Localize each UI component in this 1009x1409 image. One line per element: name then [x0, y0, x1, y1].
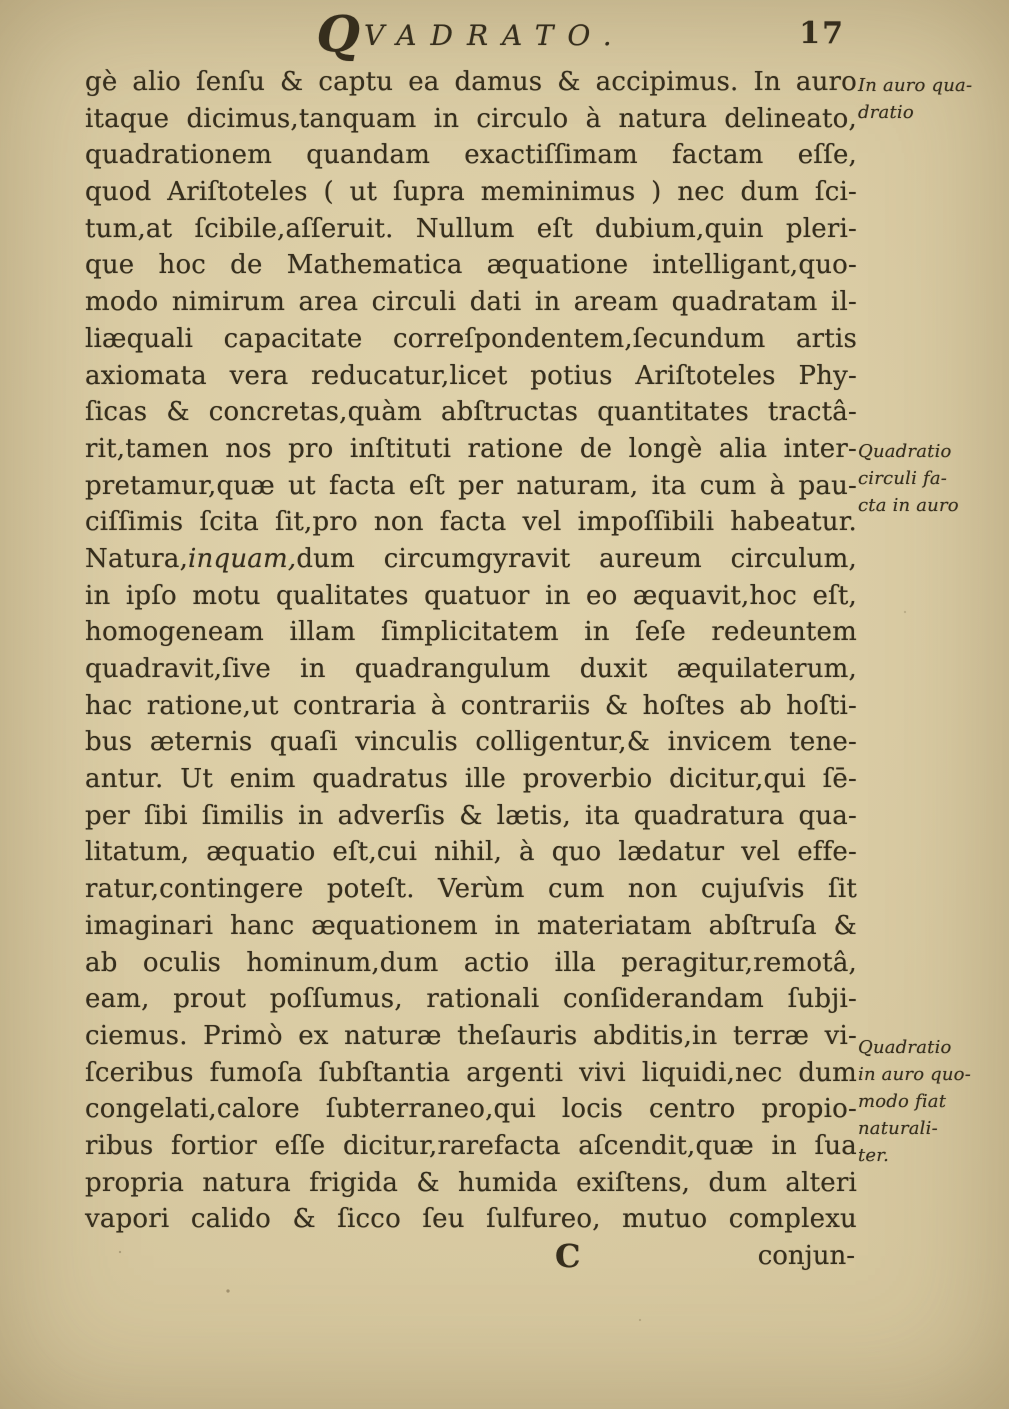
text-line: liæquali capacitate correſpondentem,ſecundum artis — [85, 323, 857, 354]
margin-note-quadratio-in-auro — [858, 1034, 1006, 1169]
body-text — [85, 64, 857, 1238]
text-line: eam, prout poſſumus, rationali conſiderandam ſubji- — [85, 984, 857, 1015]
margin-note-line: dratio — [858, 102, 914, 123]
page-title — [85, 4, 857, 63]
margin-note-in-auro-quadratio — [858, 72, 1006, 126]
text-line: hac ratione,ut contraria à contrariis & hoſtes ab hoſti- — [85, 690, 857, 721]
text-line: gè alio ſenſu & captu ea damus & accipimus. In auro — [85, 67, 857, 97]
text-line: ribus fortior eſſe dicitur,rarefacta aſcendit,quæ in ſua — [85, 1130, 857, 1161]
text-line: homogeneam illam ſimplicitatem in ſeſe redeuntem — [85, 617, 857, 648]
page-number: 17 — [799, 16, 845, 51]
text-line: litatum, æquatio eſt,cui nihil, à quo lædatur vel effe- — [85, 837, 857, 868]
title-initial-letter: Q — [316, 4, 364, 63]
margin-note-line: cta in auro — [858, 495, 959, 516]
gathering-signature: C — [555, 1237, 581, 1275]
text-line: Natura,inquam,dum circumgyravit aureum circulum, — [85, 543, 857, 574]
text-line: bus æternis quaſi vinculis colligentur,& invicem tene- — [85, 727, 857, 758]
text-line: congelati,calore ſubterraneo,qui locis centro propio- — [85, 1094, 857, 1125]
text-line: quadrationem quandam exactiſſimam factam eſſe, — [85, 140, 857, 171]
text-line: pretamur,quæ ut facta eſt per naturam, ita cum à pau- — [85, 470, 857, 501]
text-line: quadravit,ſive in quadrangulum duxit æquilaterum, — [85, 654, 857, 684]
text-line: que hoc de Mathematica æquatione intelligant,quo- — [85, 250, 857, 281]
text-line: modo nimirum area circuli dati in aream quadratam il- — [85, 287, 857, 318]
margin-note-line: circuli fa- — [858, 468, 948, 489]
catchline — [85, 1237, 857, 1277]
margin-note-line: in auro quo- — [858, 1064, 971, 1085]
text-line: in ipſo motu qualitates quatuor in eo æquavit,hoc eſt, — [85, 580, 857, 611]
text-line: antur. Ut enim quadratus ille proverbio dicitur,qui ſē- — [85, 764, 857, 795]
margin-note-line: naturali- — [858, 1118, 938, 1139]
text-line: axiomata vera reducatur,licet potius Ariſtoteles Phy- — [85, 360, 857, 391]
margin-note-line: In auro qua- — [858, 75, 973, 96]
text-line: ratur,contingere poteſt. Verùm cum non cujuſvis ſit — [85, 874, 857, 905]
text-line: tum,at ſcibile,aſſeruit. Nullum eſt dubium,quin pleri- — [85, 213, 857, 244]
margin-note-line: Quadratio — [858, 1037, 952, 1058]
text-line: rit,tamen nos pro inſtituti ratione de longè alia inter- — [85, 433, 857, 464]
text-line: ciemus. Primò ex naturæ theſauris abditis,in terræ vi- — [85, 1020, 857, 1051]
text-line: vapori calido & ſicco ſeu ſulfureo, mutuo complexu — [85, 1204, 857, 1235]
catchword: conjun- — [757, 1241, 855, 1271]
text-line: itaque dicimus,tanquam in circulo à natura delineato, — [85, 103, 857, 134]
text-line: quod Ariſtoteles ( ut ſupra meminimus ) nec dum ſci- — [85, 177, 857, 208]
margin-note-line: ter. — [858, 1145, 890, 1166]
text-line: ab oculis hominum,dum actio illa peragitur,remotâ, — [85, 947, 857, 978]
text-line: ciſſimis ſcita ſit,pro non facta vel impoſſibili habeatur. — [85, 507, 857, 538]
text-line: ſceribus fumoſa ſubſtantia argenti vivi liquidi,nec dum — [85, 1057, 857, 1088]
text-line: propria natura frigida & humida exiſtens, dum alteri — [85, 1167, 857, 1198]
running-head — [85, 6, 857, 64]
text-line: per ſibi ſimilis in adverſis & lætis, ita quadratura qua- — [85, 800, 857, 831]
text-line: ſicas & concretas,quàm abſtructas quantitates tractâ- — [85, 397, 857, 428]
title-rest: VADRATO. — [363, 19, 626, 52]
margin-note-line: Quadratio — [858, 441, 952, 462]
margin-note-quadratio-circuli — [858, 438, 1006, 519]
margin-note-line: modo fiat — [858, 1091, 947, 1112]
text-line: imaginari hanc æquationem in materiatam abſtruſa & — [85, 910, 857, 941]
